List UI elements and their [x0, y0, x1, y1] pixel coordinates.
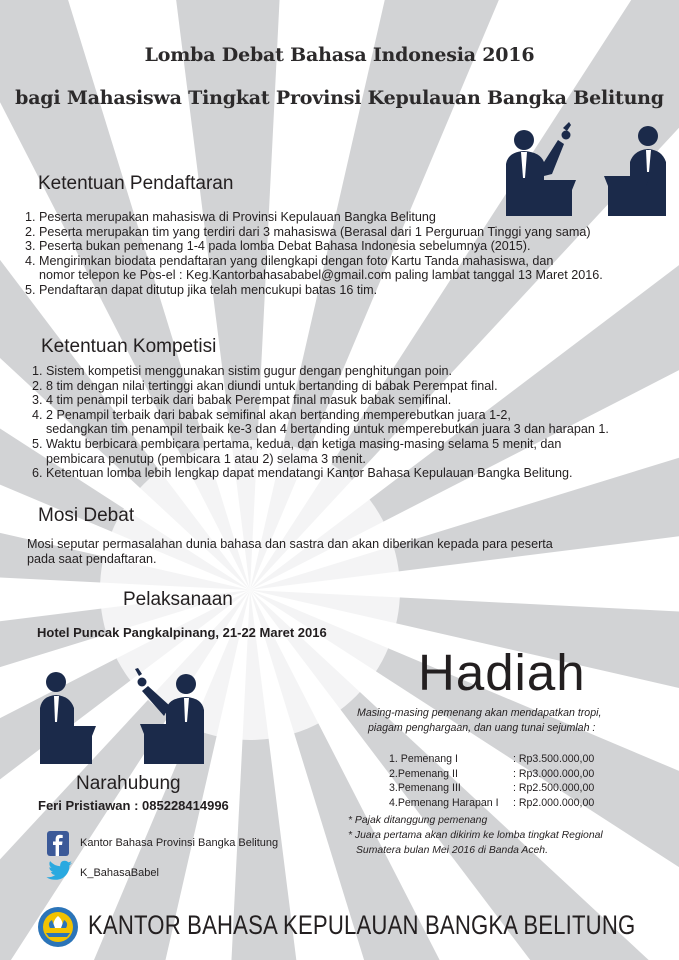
list-item	[25, 239, 665, 254]
debaters-illustration-bottom	[36, 664, 208, 764]
twitter-handle[interactable]: K_BahasaBabel	[80, 867, 159, 879]
list-item-number: 1.	[32, 364, 43, 378]
mosi-text-line2: pada saat pendaftaran.	[27, 552, 157, 566]
list-item-text: 8 tim dengan nilai tertinggi akan diundi untuk bertanding di babak Perempat final.	[46, 378, 498, 393]
list-item-text: pembicara penutup (pembicara 1 atau 2) selama 3 menit.	[46, 451, 366, 466]
prize-name: 1. Pemenang I	[389, 753, 458, 765]
prize-amount: : Rp2.000.000,00	[513, 796, 595, 809]
list-item-text: Peserta bukan pemenang 1-4 pada lomba Debat Bahasa Indonesia sebelumnya (2015).	[39, 239, 531, 254]
prize-row	[389, 781, 594, 796]
hadiah-note1: * Pajak ditanggung pemenang	[348, 815, 488, 826]
prize-name: 2.Pemenang II	[389, 767, 458, 780]
list-item	[25, 283, 665, 298]
list-item	[32, 408, 672, 437]
list-item	[32, 437, 672, 466]
list-item-number: 5.	[32, 436, 43, 451]
list-item-text: Pendaftaran dapat ditutup jika telah mencukupi batas 16 tim.	[39, 282, 378, 297]
contact-person: Feri Pristiawan : 085228414996	[38, 798, 229, 813]
prize-amount: : Rp2.500.000,00	[513, 782, 595, 794]
hadiah-note2-line1: * Juara pertama akan dikirim ke lomba tingkat Regional	[348, 830, 603, 841]
list-item-number: 5.	[25, 282, 36, 297]
narahubung-heading: Narahubung	[76, 773, 181, 794]
list-item-text: nomor telepon ke Pos-el : Keg.Kantorbahasababel@gmail.com paling lambat tanggal 13 Maret 2016.	[39, 268, 603, 283]
hadiah-intro-line2: piagam penghargaan, dan uang tunai sejumlah :	[368, 722, 596, 734]
prize-name: 3.Pemenang III	[389, 782, 461, 794]
list-item-number: 3.	[32, 393, 43, 408]
mosi-heading: Mosi Debat	[38, 505, 135, 526]
prize-row	[389, 752, 594, 767]
list-item-text: Ketentuan lomba lebih lengkap dapat mendatangi Kantor Bahasa Kepulauan Bangka Belitung.	[46, 466, 573, 481]
hadiah-note2-line2: Sumatera bulan Mei 2016 di Banda Aceh.	[356, 845, 548, 856]
pelaksanaan-heading: Pelaksanaan	[123, 589, 233, 610]
list-item-text: Peserta merupakan mahasiswa di Provinsi Kepulauan Bangka Belitung	[39, 210, 436, 224]
list-item-text: Waktu berbicara pembicara pertama, kedua, dan ketiga masing-masing selama 5 menit, dan	[46, 436, 562, 451]
list-item-number: 2.	[25, 224, 36, 239]
prize-row	[389, 796, 594, 811]
prize-list	[389, 752, 594, 810]
tut-wuri-handayani-logo	[37, 906, 79, 948]
list-item-number: 4.	[25, 253, 36, 268]
kompetisi-list	[32, 364, 672, 481]
hadiah-heading: Hadiah	[418, 644, 586, 701]
prize-amount: : Rp3.500.000,00	[513, 753, 595, 765]
list-item	[32, 393, 672, 408]
list-item-text: 2 Penampil terbaik dari babak semifinal akan bertanding memperebutkan juara 1-2,	[46, 407, 511, 422]
facebook-link[interactable]: Kantor Bahasa Provinsi Bangka Belitung	[80, 837, 279, 849]
list-item-text: Mengirimkan biodata pendaftaran yang dilengkapi dengan foto Kartu Tanda mahasiswa, dan	[39, 253, 554, 268]
facebook-icon[interactable]	[47, 831, 69, 856]
list-item	[25, 225, 665, 240]
list-item-text: Peserta merupakan tim yang terdiri dari 3 mahasiswa (Berasal dari 1 Perguruan Tinggi yang sama)	[39, 224, 591, 239]
prize-name: 4.Pemenang Harapan I	[389, 796, 499, 809]
pelaksanaan-text: Hotel Puncak Pangkalpinang, 21-22 Maret 2016	[37, 625, 327, 640]
pendaftaran-list	[25, 210, 665, 298]
footer-org-name: KANTOR BAHASA KEPULAUAN BANGKA BELITUNG	[88, 910, 636, 940]
list-item-number: 4.	[32, 407, 43, 422]
prize-amount: : Rp3.000.000,00	[513, 767, 595, 780]
list-item	[25, 254, 665, 283]
list-item	[32, 379, 672, 394]
debaters-illustration-top	[500, 118, 672, 216]
list-item-number: 2.	[32, 378, 43, 393]
poster-title-line1: Lomba Debat Bahasa Indonesia 2016	[144, 44, 535, 66]
prize-row	[389, 767, 594, 782]
list-item	[25, 210, 665, 225]
list-item-text: sedangkan tim penampil terbaik ke-3 dan 4 bertanding untuk memperebutkan juara 3 dan harapan 1.	[46, 422, 609, 437]
list-item-text: 4 tim penampil terbaik dari babak Perempat final masuk babak semifinal.	[46, 393, 452, 408]
list-item	[32, 364, 672, 379]
poster-title-line2: bagi Mahasiswa Tingkat Provinsi Kepulauan Bangka Belitung	[15, 87, 664, 109]
list-item-number: 3.	[25, 239, 36, 254]
list-item	[32, 466, 672, 481]
twitter-icon[interactable]	[45, 860, 73, 884]
list-item-text: Sistem kompetisi menggunakan sistim gugur dengan penghitungan poin.	[46, 364, 453, 378]
mosi-text-line1: Mosi seputar permasalahan dunia bahasa dan sastra dan akan diberikan kepada para peserta	[27, 537, 553, 551]
kompetisi-heading: Ketentuan Kompetisi	[41, 336, 217, 357]
list-item-number: 6.	[32, 466, 43, 481]
pendaftaran-heading: Ketentuan Pendaftaran	[38, 173, 234, 194]
hadiah-intro-line1: Masing-masing pemenang akan mendapatkan tropi,	[357, 707, 602, 719]
list-item-number: 1.	[25, 210, 36, 224]
